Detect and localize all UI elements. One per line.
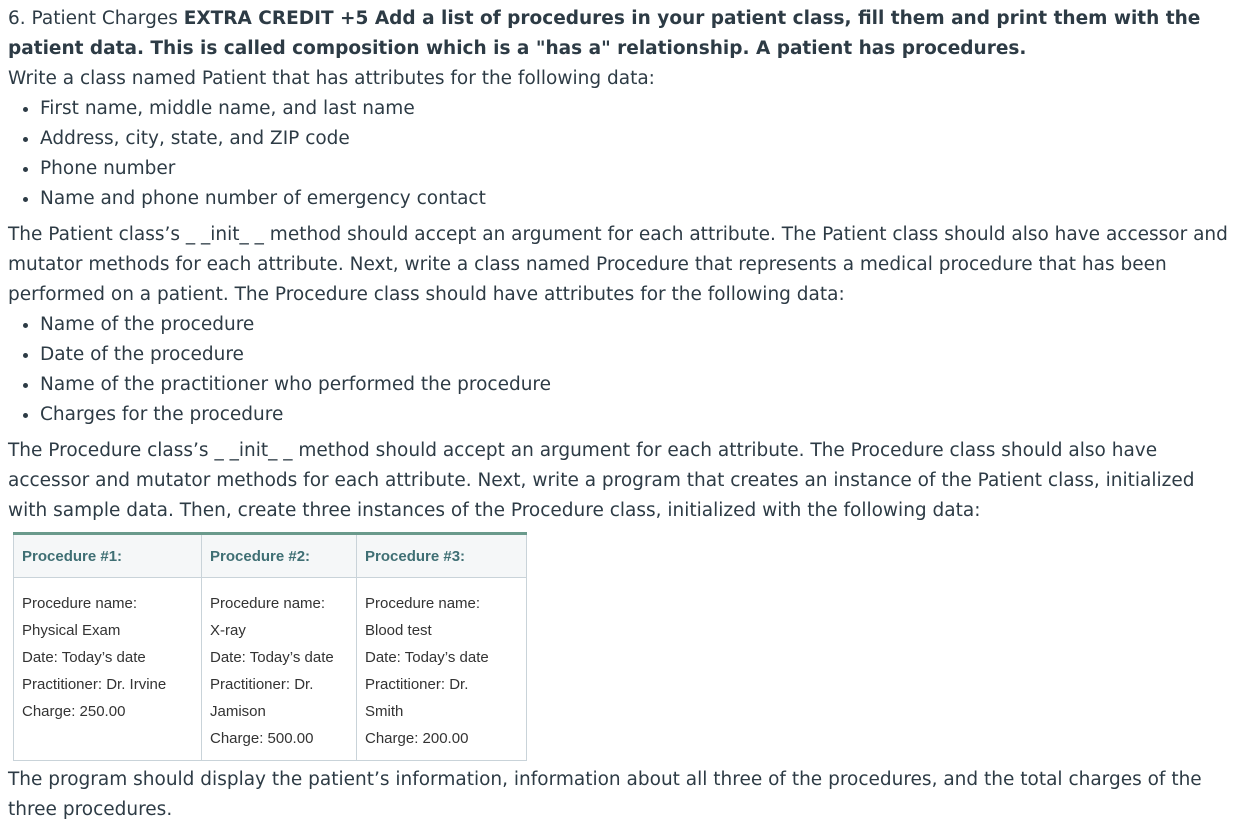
- cell-line: Date: Today’s date: [22, 649, 146, 666]
- cell-line: X-ray: [210, 622, 246, 639]
- list-item: • Name and phone number of emergency contact: [40, 184, 1233, 214]
- list-item: • Address, city, state, and ZIP code: [40, 124, 1233, 154]
- cell-line: Procedure name:: [22, 595, 138, 612]
- procedure-2-header: Procedure #2:: [202, 534, 357, 578]
- cell-line: Jamison: [210, 703, 266, 720]
- procedure-1-cell: [14, 578, 202, 761]
- cell-line: Practitioner: Dr.: [365, 676, 469, 693]
- procedure-intro: The Patient class’s _ _init_ _ method should accept an argument for each attribute. The Patient class should also have accessor and mutator methods for each attribute. Next, write a class named Procedure that represents a medical procedure that has been performed on a patient. The Procedure class should have attributes for the following data:: [8, 224, 1228, 305]
- list-item: • Name of the procedure: [40, 310, 1233, 340]
- heading-extra-credit: EXTRA CREDIT +5 Add a list of procedures in your patient class, fill them and print them with the patient data. This is called composition which is a "has a" relationship. A patient has procedures.: [8, 8, 1201, 59]
- patient-attribute-list: [8, 94, 1233, 214]
- table-header-row: [14, 534, 527, 578]
- cell-line: Procedure name:: [210, 595, 326, 612]
- table-row: [14, 578, 527, 761]
- procedure-1-header: Procedure #1:: [14, 534, 202, 578]
- procedure-attribute-list: [8, 310, 1233, 430]
- program-instructions: The Procedure class’s _ _init_ _ method should accept an argument for each attribute. The Procedure class should also have accessor and mutator methods for each attribute. Next, write a program that creates an instance of the Patient class, initialized with sample data. Then, create three instances of the Procedure class, initialized with the following data:: [8, 440, 1195, 521]
- list-item: • Charges for the procedure: [40, 400, 1233, 430]
- cell-line: Practitioner: Dr. Irvine: [22, 676, 167, 693]
- patient-intro: Write a class named Patient that has attributes for the following data:: [8, 68, 655, 89]
- cell-line: Date: Today’s date: [365, 649, 489, 666]
- cell-line: Charge: 250.00: [22, 703, 126, 720]
- output-requirements: The program should display the patient’s information, information about all three of the procedures, and the total charges of the three procedures.: [8, 769, 1202, 820]
- cell-line: Date: Today’s date: [210, 649, 334, 666]
- cell-line: Procedure name:: [365, 595, 481, 612]
- list-item: • First name, middle name, and last name: [40, 94, 1233, 124]
- cell-line: Charge: 500.00: [210, 730, 314, 747]
- cell-line: Practitioner: Dr.: [210, 676, 314, 693]
- list-item: • Name of the practitioner who performed the procedure: [40, 370, 1233, 400]
- cell-line: Blood test: [365, 622, 432, 639]
- list-item: • Date of the procedure: [40, 340, 1233, 370]
- procedure-3-cell: [357, 578, 527, 761]
- procedure-3-header: Procedure #3:: [357, 534, 527, 578]
- assignment-heading: [8, 4, 1233, 64]
- cell-line: Smith: [365, 703, 404, 720]
- list-item: • Phone number: [40, 154, 1233, 184]
- heading-number: 6. Patient Charges: [8, 8, 184, 29]
- procedure-2-cell: [202, 578, 357, 761]
- cell-line: Physical Exam: [22, 622, 121, 639]
- cell-line: Charge: 200.00: [365, 730, 469, 747]
- procedures-table: [13, 532, 527, 761]
